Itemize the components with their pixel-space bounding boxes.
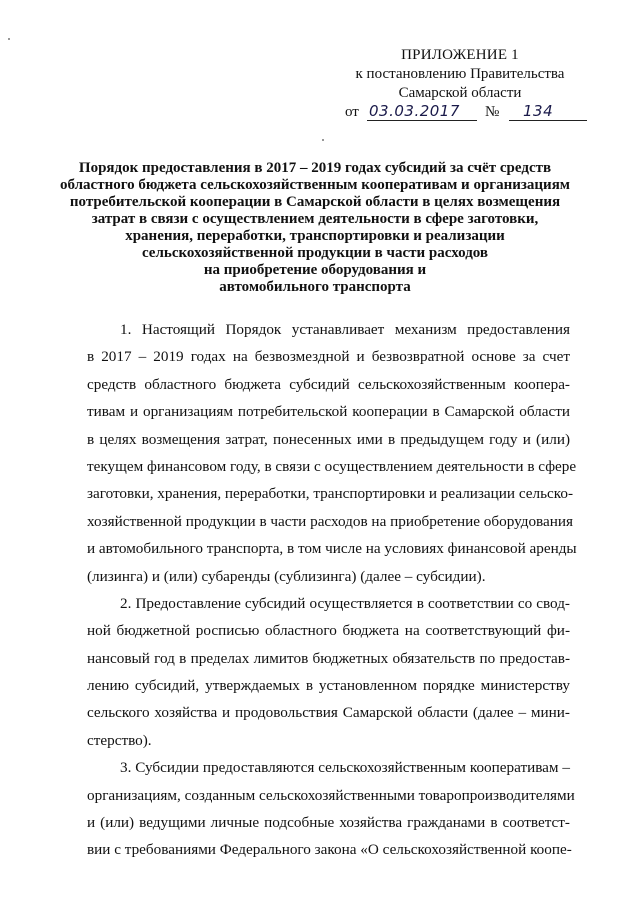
title-line: затрат в связи с осуществлением деятельности в сфере заготовки,: [91, 211, 539, 227]
body-line: 2. Предоставление субсидий осуществляется в соответствии со свод-: [120, 594, 570, 612]
appendix-reference: к постановлению Правительства: [355, 66, 565, 82]
title-line: потребительской кооперации в Самарской области в целях возмещения: [69, 194, 561, 210]
number-label: №: [485, 104, 500, 120]
body-line: организациям, созданным сельскохозяйственными товаропроизводителями: [87, 786, 575, 804]
resolution-date-number: [345, 102, 605, 124]
date-underline: [367, 120, 477, 121]
body-line: в 2017 – 2019 годах на безвозмездной и безвозвратной основе за счет: [87, 348, 570, 366]
paragraph-3: [87, 754, 575, 864]
body-line: вии с требованиями Федерального закона «О сельскохозяйственной коопе-: [87, 841, 572, 859]
document-body: [87, 316, 577, 864]
body-line: ной бюджетной росписью областного бюджета на соответствующий фи-: [87, 622, 570, 640]
handwritten-date: 03.03.2017: [369, 102, 460, 120]
number-underline: [509, 120, 587, 121]
body-line: и (или) ведущими личные подсобные хозяйства гражданами в соответст-: [87, 814, 570, 832]
paragraph-2: [87, 590, 570, 754]
title-line: Порядок предоставления в 2017 – 2019 годах субсидий за счёт средств: [78, 160, 552, 176]
body-line: тивам и организациям потребительской кооперации в Самарской области: [87, 403, 570, 421]
title-line: областного бюджета сельскохозяйственным кооперативам и организациям: [60, 177, 571, 193]
handwritten-number: 134: [523, 102, 554, 120]
body-line: стерство).: [87, 731, 152, 749]
document-title: [60, 160, 570, 296]
paragraph-1: [87, 316, 577, 590]
title-line: на приобретение оборудования и: [203, 262, 427, 278]
body-line: заготовки, хранения, переработки, транспортировки и реализации сельско-: [87, 485, 573, 503]
scan-speck: [8, 38, 10, 40]
date-prefix: от: [345, 104, 359, 120]
title-line: хранения, переработки, транспортировки и реализации: [125, 228, 505, 244]
appendix-title: ПРИЛОЖЕНИЕ 1: [401, 47, 519, 63]
body-line: нансовый год в пределах лимитов бюджетных обязательств по предостав-: [87, 649, 570, 667]
body-line: 1. Настоящий Порядок устанавливает механизм предоставления: [120, 321, 570, 338]
title-line: автомобильного транспорта: [219, 279, 411, 295]
body-line: хозяйственной продукции в части расходов на приобретение оборудования: [87, 512, 573, 530]
scan-speck: [322, 139, 324, 141]
appendix-header: [335, 46, 585, 103]
body-line: в целях возмещения затрат, понесенных ими в предыдущем году и (или): [87, 430, 570, 448]
body-line: (лизинга) и (или) субаренды (сублизинга) (далее – субсидии).: [87, 567, 486, 585]
body-line: 3. Субсидии предоставляются сельскохозяйственным кооперативам –: [120, 759, 570, 777]
title-line: сельскохозяйственной продукции в части расходов: [141, 245, 489, 261]
body-line: и автомобильного транспорта, в том числе на условиях финансовой аренды: [87, 540, 577, 558]
body-line: средств областного бюджета субсидий сельскохозяйственным коопера-: [87, 375, 570, 393]
appendix-region: Самарской области: [398, 85, 522, 101]
body-line: сельского хозяйства и продовольствия Самарской области (далее – мини-: [87, 704, 570, 722]
body-line: текущем финансовом году, в связи с осуществлением деятельности в сфере: [87, 457, 577, 475]
body-line: лению субсидий, утверждаемых в установленном порядке министерству: [87, 677, 570, 695]
